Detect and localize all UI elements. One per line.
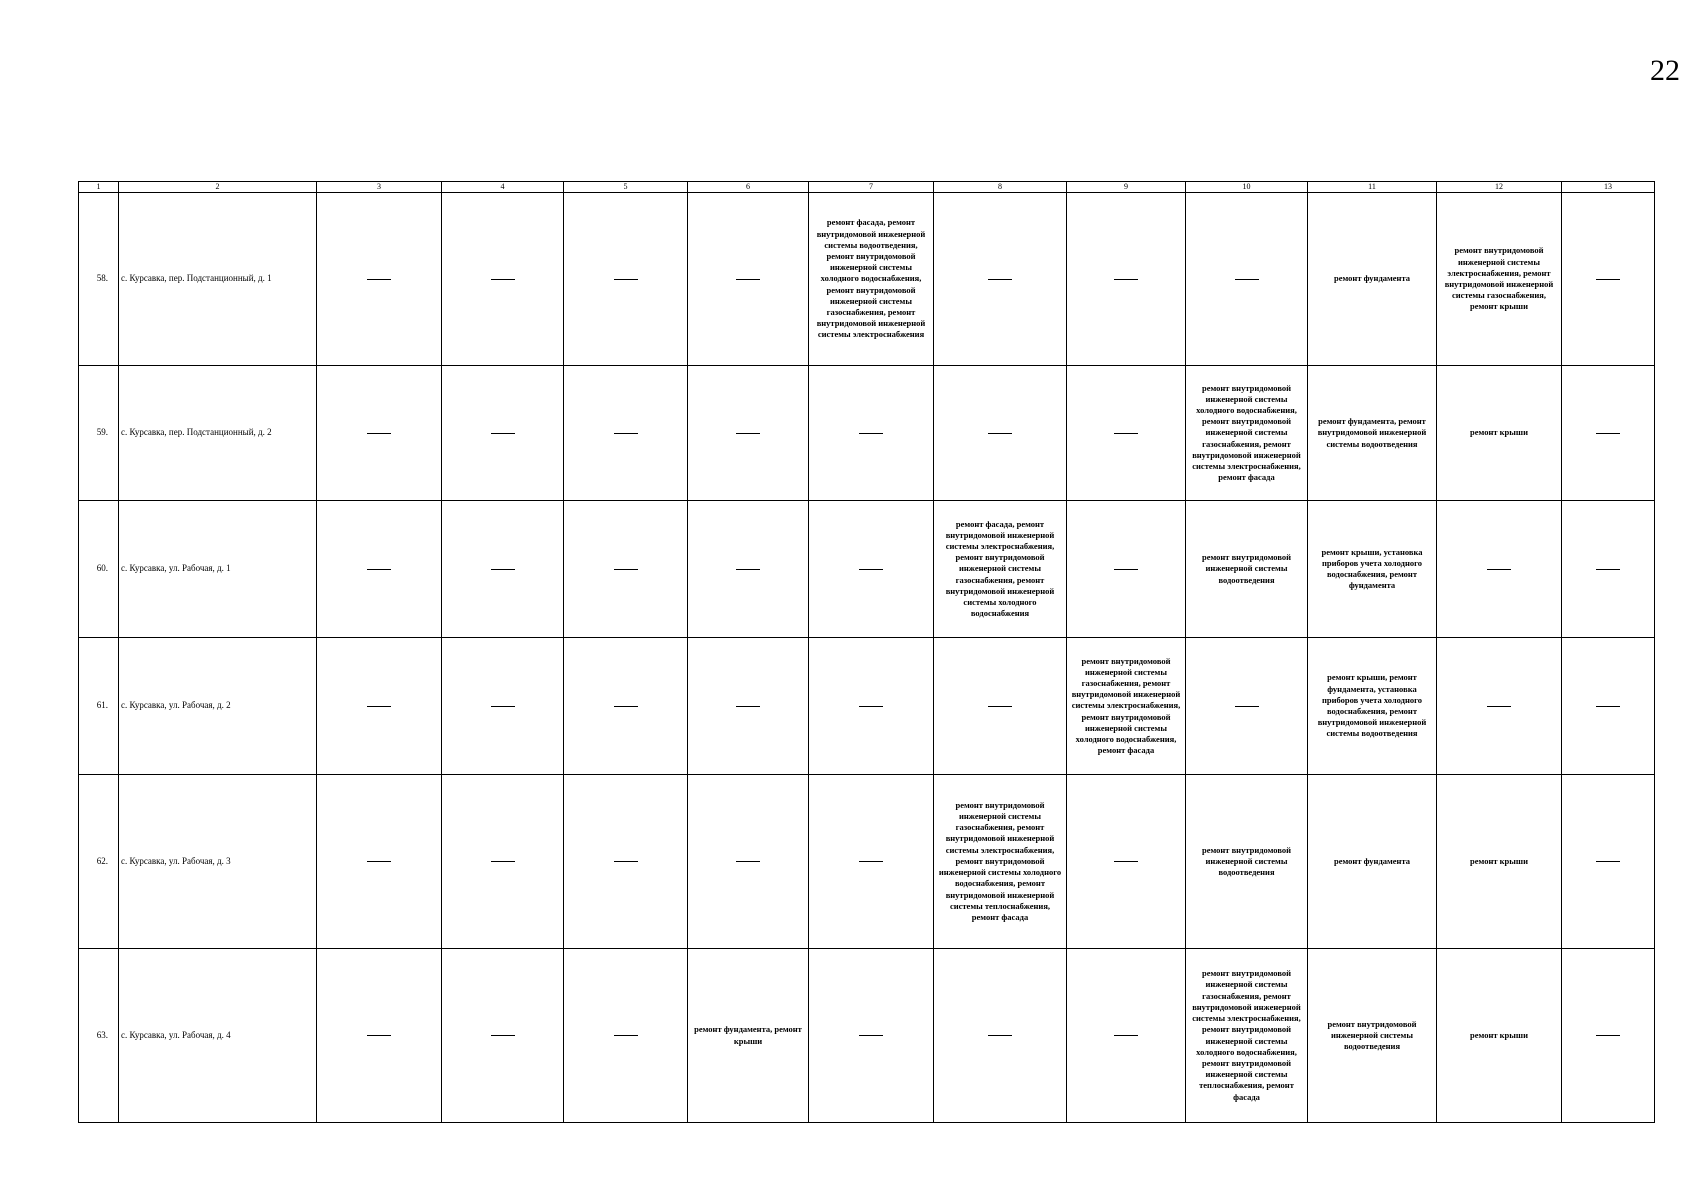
work-description-cell: ремонт внутридомовой инженерной системы водоотведения bbox=[1186, 775, 1308, 949]
dash-mark bbox=[859, 861, 883, 862]
address-cell: с. Курсавка, пер. Подстанционный, д. 2 bbox=[119, 366, 317, 501]
empty-cell bbox=[1067, 193, 1186, 366]
dash-mark bbox=[367, 1035, 391, 1036]
dash-mark bbox=[491, 569, 515, 570]
dash-mark bbox=[367, 433, 391, 434]
dash-mark bbox=[1596, 433, 1620, 434]
empty-cell bbox=[934, 638, 1067, 775]
empty-cell bbox=[442, 949, 564, 1123]
row-number: 58. bbox=[79, 193, 119, 366]
empty-cell bbox=[317, 775, 442, 949]
address-cell: с. Курсавка, ул. Рабочая, д. 4 bbox=[119, 949, 317, 1123]
dash-mark bbox=[1114, 1035, 1138, 1036]
address-cell: с. Курсавка, ул. Рабочая, д. 3 bbox=[119, 775, 317, 949]
dash-mark bbox=[859, 569, 883, 570]
empty-cell bbox=[934, 366, 1067, 501]
dash-mark bbox=[1114, 569, 1138, 570]
empty-cell bbox=[442, 193, 564, 366]
table-row bbox=[79, 638, 1655, 775]
header-row bbox=[79, 182, 1655, 193]
empty-cell bbox=[564, 501, 688, 638]
dash-mark bbox=[736, 279, 760, 280]
dash-mark bbox=[491, 279, 515, 280]
empty-cell bbox=[1067, 501, 1186, 638]
dash-mark bbox=[859, 1035, 883, 1036]
empty-cell bbox=[1186, 193, 1308, 366]
address-cell: с. Курсавка, ул. Рабочая, д. 2 bbox=[119, 638, 317, 775]
work-description-cell: ремонт внутридомовой инженерной системы холодного водоснабжения, ремонт внутридомовой инженерной системы газоснабжения, ремонт внутридомовой инженерной системы электроснабжения, ремонт фасада bbox=[1186, 366, 1308, 501]
table-row bbox=[79, 366, 1655, 501]
table-row bbox=[79, 775, 1655, 949]
dash-mark bbox=[491, 1035, 515, 1036]
column-header: 10 bbox=[1186, 182, 1308, 193]
work-description-cell: ремонт фундамента, ремонт внутридомовой инженерной системы водоотведения bbox=[1308, 366, 1437, 501]
work-description-cell: ремонт внутридомовой инженерной системы водоотведения bbox=[1186, 501, 1308, 638]
dash-mark bbox=[1235, 706, 1259, 707]
work-description-cell: ремонт крыши bbox=[1437, 775, 1562, 949]
dash-mark bbox=[859, 433, 883, 434]
work-description-cell: ремонт фундамента, ремонт крыши bbox=[688, 949, 809, 1123]
dash-mark bbox=[491, 433, 515, 434]
row-number: 60. bbox=[79, 501, 119, 638]
empty-cell bbox=[809, 949, 934, 1123]
dash-mark bbox=[1596, 1035, 1620, 1036]
empty-cell bbox=[1437, 501, 1562, 638]
empty-cell bbox=[934, 193, 1067, 366]
dash-mark bbox=[367, 279, 391, 280]
column-header: 13 bbox=[1562, 182, 1655, 193]
dash-mark bbox=[614, 1035, 638, 1036]
work-description-cell: ремонт внутридомовой инженерной системы газоснабжения, ремонт внутридомовой инженерной системы электроснабжения, ремонт внутридомовой инженерной системы холодного водоснабжения, ремонт внутридомовой инженерной системы теплоснабжения, ремонт фасада bbox=[934, 775, 1067, 949]
empty-cell bbox=[934, 949, 1067, 1123]
address-cell: с. Курсавка, пер. Подстанционный, д. 1 bbox=[119, 193, 317, 366]
empty-cell bbox=[442, 775, 564, 949]
dash-mark bbox=[1596, 861, 1620, 862]
work-description-cell: ремонт фасада, ремонт внутридомовой инженерной системы водоотведения, ремонт внутридомовой инженерной системы холодного водоснабжения, ремонт внутридомовой инженерной системы газоснабжения, ремонт внутридомовой инженерной системы электроснабжения bbox=[809, 193, 934, 366]
dash-mark bbox=[367, 706, 391, 707]
dash-mark bbox=[1596, 706, 1620, 707]
work-description-cell: ремонт фундамента bbox=[1308, 775, 1437, 949]
empty-cell bbox=[442, 366, 564, 501]
column-header: 8 bbox=[934, 182, 1067, 193]
column-header: 6 bbox=[688, 182, 809, 193]
empty-cell bbox=[1562, 366, 1655, 501]
column-header: 4 bbox=[442, 182, 564, 193]
dash-mark bbox=[1487, 706, 1511, 707]
dash-mark bbox=[614, 861, 638, 862]
empty-cell bbox=[317, 638, 442, 775]
table-row bbox=[79, 949, 1655, 1123]
repair-schedule-table bbox=[78, 181, 1655, 1123]
dash-mark bbox=[1114, 433, 1138, 434]
empty-cell bbox=[809, 775, 934, 949]
empty-cell bbox=[317, 193, 442, 366]
column-header: 5 bbox=[564, 182, 688, 193]
dash-mark bbox=[1596, 279, 1620, 280]
empty-cell bbox=[1067, 366, 1186, 501]
work-description-cell: ремонт крыши bbox=[1437, 366, 1562, 501]
dash-mark bbox=[736, 569, 760, 570]
empty-cell bbox=[1186, 638, 1308, 775]
dash-mark bbox=[367, 861, 391, 862]
empty-cell bbox=[564, 638, 688, 775]
column-header: 7 bbox=[809, 182, 934, 193]
empty-cell bbox=[317, 501, 442, 638]
empty-cell bbox=[1562, 638, 1655, 775]
dash-mark bbox=[988, 279, 1012, 280]
empty-cell bbox=[564, 193, 688, 366]
work-description-cell: ремонт фасада, ремонт внутридомовой инженерной системы электроснабжения, ремонт внутридомовой инженерной системы газоснабжения, ремонт внутридомовой инженерной системы холодного водоснабжения bbox=[934, 501, 1067, 638]
column-header: 11 bbox=[1308, 182, 1437, 193]
empty-cell bbox=[564, 949, 688, 1123]
dash-mark bbox=[1487, 569, 1511, 570]
row-number: 63. bbox=[79, 949, 119, 1123]
empty-cell bbox=[564, 366, 688, 501]
column-header: 2 bbox=[119, 182, 317, 193]
page-number: 22 bbox=[1650, 54, 1680, 87]
dash-mark bbox=[988, 706, 1012, 707]
empty-cell bbox=[317, 949, 442, 1123]
dash-mark bbox=[491, 706, 515, 707]
column-header: 9 bbox=[1067, 182, 1186, 193]
empty-cell bbox=[809, 501, 934, 638]
empty-cell bbox=[809, 638, 934, 775]
work-description-cell: ремонт внутридомовой инженерной системы газоснабжения, ремонт внутридомовой инженерной системы электроснабжения, ремонт внутридомовой инженерной системы холодного водоснабжения, ремонт фасада bbox=[1067, 638, 1186, 775]
dash-mark bbox=[736, 433, 760, 434]
dash-mark bbox=[736, 861, 760, 862]
empty-cell bbox=[442, 638, 564, 775]
work-description-cell: ремонт внутридомовой инженерной системы электроснабжения, ремонт внутридомовой инженерной системы газоснабжения, ремонт крыши bbox=[1437, 193, 1562, 366]
empty-cell bbox=[1437, 638, 1562, 775]
dash-mark bbox=[1114, 279, 1138, 280]
empty-cell bbox=[809, 366, 934, 501]
empty-cell bbox=[688, 193, 809, 366]
row-number: 59. bbox=[79, 366, 119, 501]
dash-mark bbox=[614, 279, 638, 280]
empty-cell bbox=[688, 775, 809, 949]
empty-cell bbox=[688, 638, 809, 775]
dash-mark bbox=[1114, 861, 1138, 862]
empty-cell bbox=[317, 366, 442, 501]
empty-cell bbox=[1067, 775, 1186, 949]
dash-mark bbox=[614, 433, 638, 434]
work-description-cell: ремонт внутридомовой инженерной системы водоотведения bbox=[1308, 949, 1437, 1123]
work-description-cell: ремонт внутридомовой инженерной системы газоснабжения, ремонт внутридомовой инженерной системы электроснабжения, ремонт внутридомовой инженерной системы холодного водоснабжения, ремонт внутридомовой инженерной системы теплоснабжения, ремонт фасада bbox=[1186, 949, 1308, 1123]
table-body bbox=[79, 193, 1655, 1123]
empty-cell bbox=[442, 501, 564, 638]
empty-cell bbox=[1562, 949, 1655, 1123]
column-header: 3 bbox=[317, 182, 442, 193]
empty-cell bbox=[688, 366, 809, 501]
row-number: 62. bbox=[79, 775, 119, 949]
address-cell: с. Курсавка, ул. Рабочая, д. 1 bbox=[119, 501, 317, 638]
dash-mark bbox=[614, 569, 638, 570]
dash-mark bbox=[859, 706, 883, 707]
row-number: 61. bbox=[79, 638, 119, 775]
work-description-cell: ремонт крыши, установка приборов учета холодного водоснабжения, ремонт фундамента bbox=[1308, 501, 1437, 638]
work-description-cell: ремонт крыши bbox=[1437, 949, 1562, 1123]
work-description-cell: ремонт фундамента bbox=[1308, 193, 1437, 366]
dash-mark bbox=[367, 569, 391, 570]
empty-cell bbox=[1562, 193, 1655, 366]
column-header: 12 bbox=[1437, 182, 1562, 193]
empty-cell bbox=[564, 775, 688, 949]
table-row bbox=[79, 501, 1655, 638]
empty-cell bbox=[1562, 775, 1655, 949]
dash-mark bbox=[988, 1035, 1012, 1036]
work-description-cell: ремонт крыши, ремонт фундамента, установка приборов учета холодного водоснабжения, ремонт внутридомовой инженерной системы водоотведения bbox=[1308, 638, 1437, 775]
dash-mark bbox=[1596, 569, 1620, 570]
table-row bbox=[79, 193, 1655, 366]
dash-mark bbox=[491, 861, 515, 862]
column-header: 1 bbox=[79, 182, 119, 193]
empty-cell bbox=[1067, 949, 1186, 1123]
dash-mark bbox=[614, 706, 638, 707]
empty-cell bbox=[1562, 501, 1655, 638]
dash-mark bbox=[988, 433, 1012, 434]
dash-mark bbox=[736, 706, 760, 707]
dash-mark bbox=[1235, 279, 1259, 280]
empty-cell bbox=[688, 501, 809, 638]
